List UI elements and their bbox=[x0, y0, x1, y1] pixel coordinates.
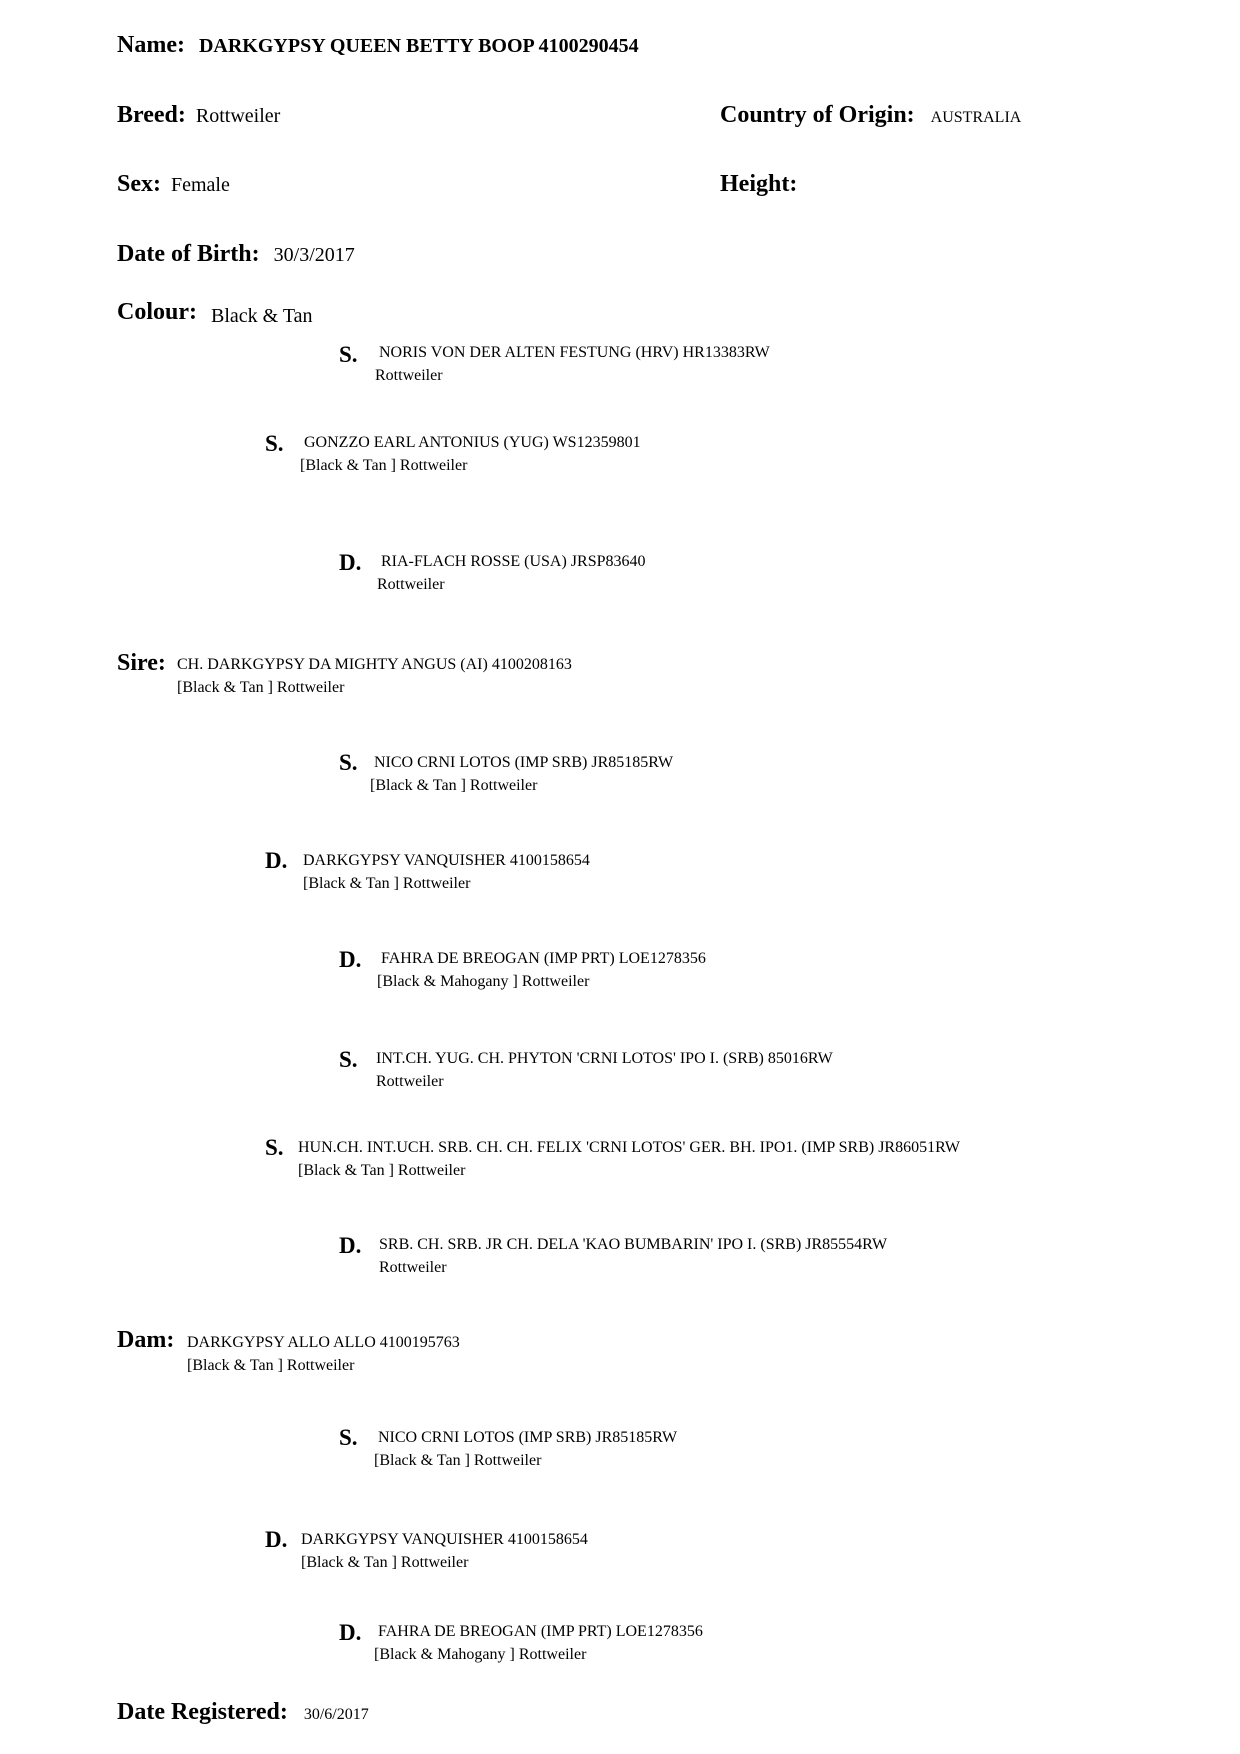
breed-value: Rottweiler bbox=[195, 105, 281, 127]
dog-breed: [Black & Mahogany ] Rottweiler bbox=[377, 973, 590, 990]
country-value: AUSTRALIA bbox=[930, 109, 1022, 126]
dog-name: SRB. CH. SRB. JR CH. DELA 'KAO BUMBARIN' IPO I. (SRB) JR85554RW bbox=[379, 1236, 888, 1253]
name-value: DARKGYPSY QUEEN BETTY BOOP 4100290454 bbox=[198, 35, 639, 57]
sex-field bbox=[117, 172, 230, 196]
sex-code: D. bbox=[265, 848, 288, 873]
dog-name: NORIS VON DER ALTEN FESTUNG (HRV) HR13383RW bbox=[379, 344, 770, 361]
date-registered-field bbox=[117, 1700, 369, 1724]
dog-breed: Rottweiler bbox=[375, 367, 443, 384]
dog-name: FAHRA DE BREOGAN (IMP PRT) LOE1278356 bbox=[378, 1623, 703, 1640]
sex-code: S. bbox=[339, 342, 358, 367]
dog-breed: Rottweiler bbox=[377, 576, 445, 593]
dog-breed: [Black & Tan ] Rottweiler bbox=[374, 1452, 542, 1469]
dog-breed: [Black & Tan ] Rottweiler bbox=[298, 1162, 466, 1179]
dog-name: NICO CRNI LOTOS (IMP SRB) JR85185RW bbox=[378, 1429, 678, 1446]
dog-name: DARKGYPSY VANQUISHER 4100158654 bbox=[303, 852, 590, 869]
dob-field bbox=[117, 242, 355, 266]
date-registered-label: Date Registered: bbox=[117, 1699, 288, 1725]
sex-code: S. bbox=[339, 750, 358, 775]
dog-name: DARKGYPSY ALLO ALLO 4100195763 bbox=[187, 1334, 460, 1351]
dog-breed: [Black & Tan ] Rottweiler bbox=[300, 457, 468, 474]
dog-breed: Rottweiler bbox=[376, 1073, 444, 1090]
sex-code: D. bbox=[339, 1233, 362, 1258]
dog-name: CH. DARKGYPSY DA MIGHTY ANGUS (AI) 4100208163 bbox=[177, 656, 572, 673]
colour-label: Colour: bbox=[117, 299, 197, 325]
sex-code: D. bbox=[339, 947, 362, 972]
breed-field bbox=[117, 103, 280, 127]
dog-breed: [Black & Tan ] Rottweiler bbox=[177, 679, 345, 696]
dog-name: HUN.CH. INT.UCH. SRB. CH. CH. FELIX 'CRNI LOTOS' GER. BH. IPO1. (IMP SRB) JR86051RW bbox=[298, 1139, 960, 1156]
sex-code: D. bbox=[265, 1527, 288, 1552]
sex-code: S. bbox=[265, 431, 284, 456]
sex-code: S. bbox=[339, 1047, 358, 1072]
dog-name: RIA-FLACH ROSSE (USA) JRSP83640 bbox=[381, 553, 646, 570]
dog-breed: Rottweiler bbox=[379, 1259, 447, 1276]
dob-label: Date of Birth: bbox=[117, 241, 260, 267]
dam-label: Dam: bbox=[117, 1327, 175, 1353]
dog-name: FAHRA DE BREOGAN (IMP PRT) LOE1278356 bbox=[381, 950, 706, 967]
height-label: Height: bbox=[720, 171, 798, 197]
name-label: Name: bbox=[117, 32, 185, 58]
height-field bbox=[720, 172, 797, 196]
sex-code: D. bbox=[339, 1620, 362, 1645]
dog-breed: [Black & Tan ] Rottweiler bbox=[187, 1357, 355, 1374]
sex-code: D. bbox=[339, 550, 362, 575]
date-registered-value: 30/6/2017 bbox=[303, 1706, 369, 1723]
dog-name: DARKGYPSY VANQUISHER 4100158654 bbox=[301, 1531, 588, 1548]
breed-label: Breed: bbox=[117, 102, 186, 128]
colour-field bbox=[117, 299, 313, 327]
sex-code: S. bbox=[265, 1135, 284, 1160]
dog-breed: [Black & Mahogany ] Rottweiler bbox=[374, 1646, 587, 1663]
dog-name: INT.CH. YUG. CH. PHYTON 'CRNI LOTOS' IPO I. (SRB) 85016RW bbox=[376, 1050, 833, 1067]
sire-label: Sire: bbox=[117, 650, 166, 676]
sex-value: Female bbox=[171, 174, 230, 196]
dog-name: GONZZO EARL ANTONIUS (YUG) WS12359801 bbox=[304, 434, 641, 451]
dog-name: NICO CRNI LOTOS (IMP SRB) JR85185RW bbox=[374, 754, 674, 771]
dog-breed: [Black & Tan ] Rottweiler bbox=[370, 777, 538, 794]
name-field bbox=[117, 33, 639, 57]
sex-code: S. bbox=[339, 1425, 358, 1450]
sex-label: Sex: bbox=[117, 171, 161, 197]
colour-value: Black & Tan bbox=[211, 305, 313, 327]
country-field bbox=[720, 103, 1021, 127]
dob-value: 30/3/2017 bbox=[273, 244, 355, 266]
dog-breed: [Black & Tan ] Rottweiler bbox=[303, 875, 471, 892]
country-label: Country of Origin: bbox=[720, 102, 915, 128]
dog-breed: [Black & Tan ] Rottweiler bbox=[301, 1554, 469, 1571]
